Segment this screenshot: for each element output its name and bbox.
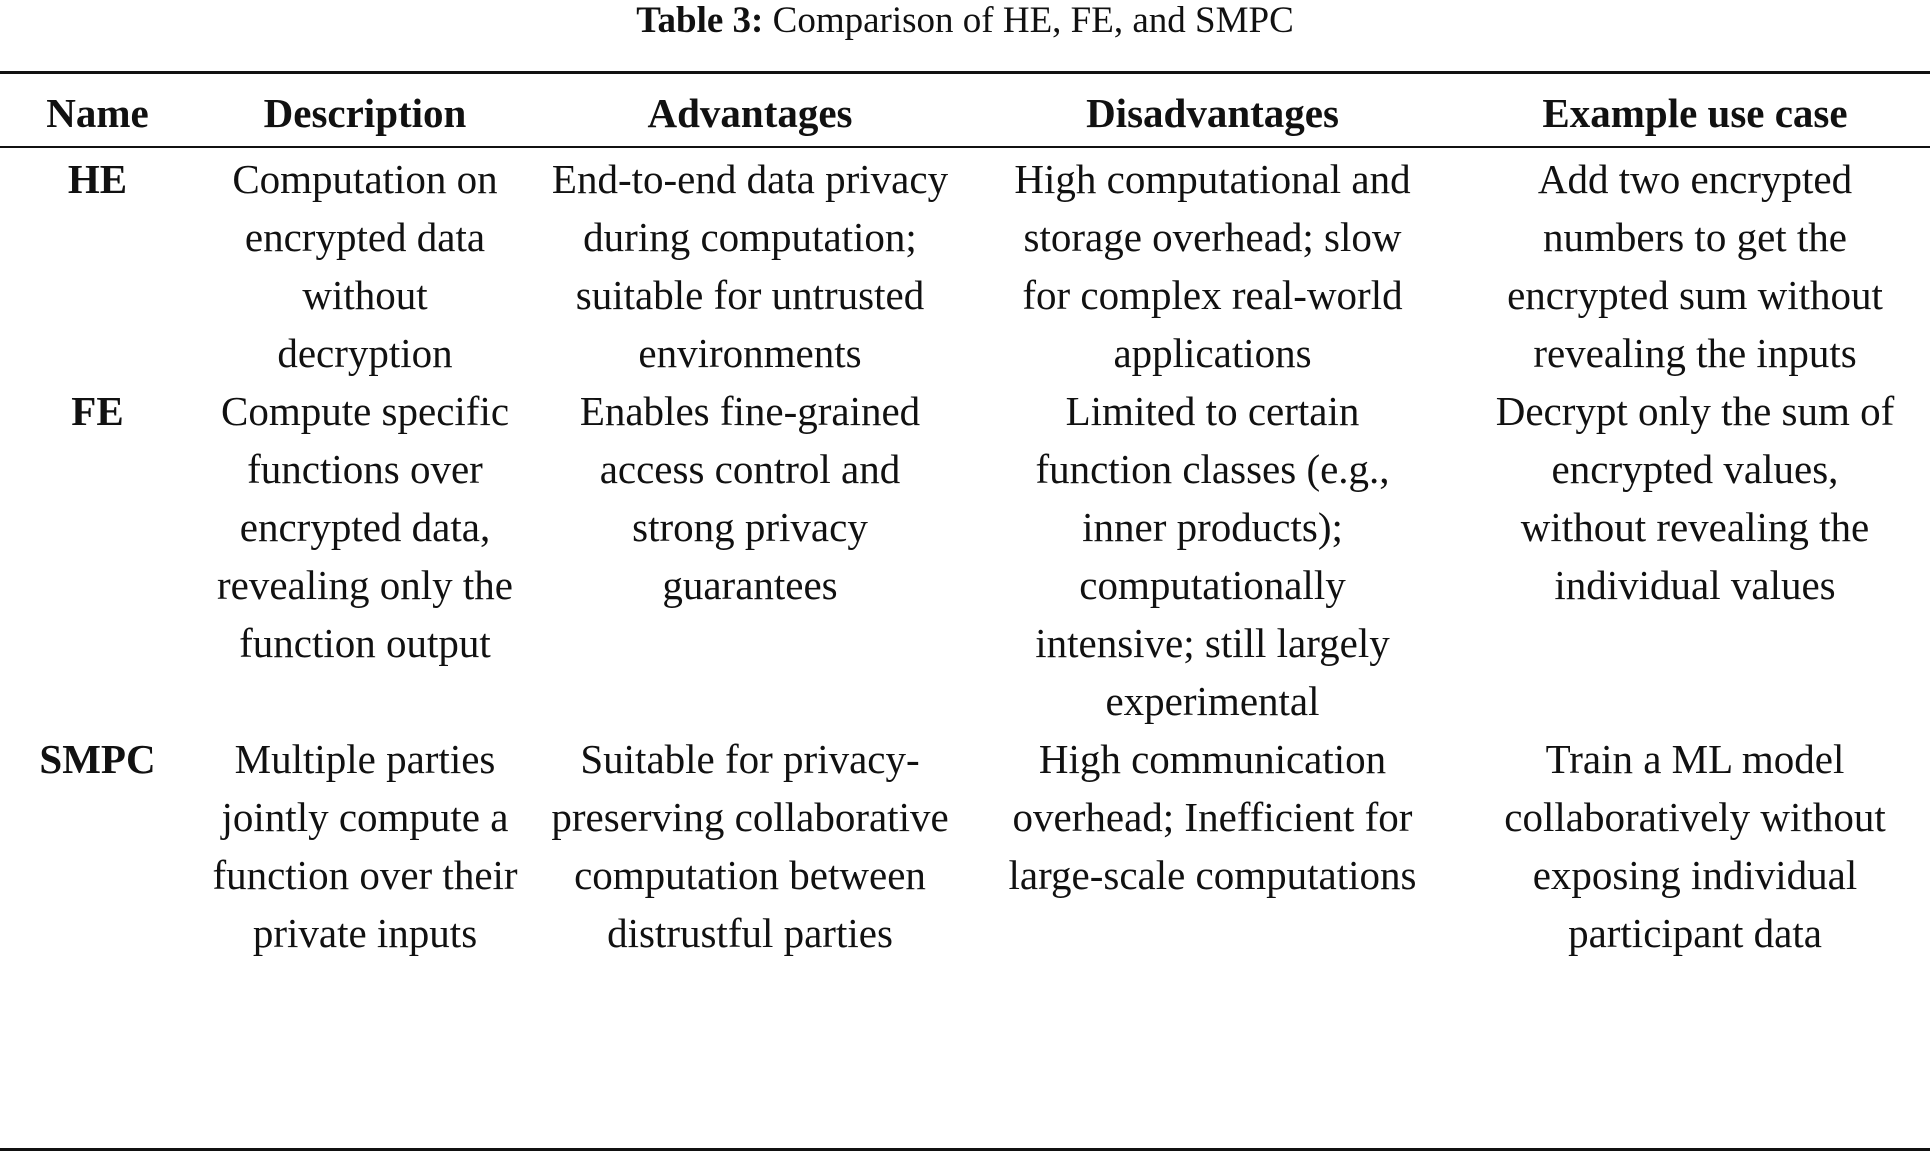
table-caption: [0, 0, 1930, 42]
header-disadvantages: Disadvantages: [1086, 90, 1339, 136]
row-disadvantages: High computational and storage overhead; slow for complex real-world applications: [1014, 156, 1411, 376]
caption-label: Table 3:: [636, 0, 764, 41]
bottom-rule: [0, 1148, 1930, 1151]
row-disadvantages: High communication overhead; Inefficient for large-scale computations: [1008, 736, 1417, 898]
row-name: FE: [71, 388, 124, 434]
row-description: Computation on encrypted data without decryption: [232, 156, 498, 376]
row-example: Train a ML model collaboratively without exposing individual participant data: [1504, 736, 1886, 956]
top-rule: [0, 71, 1930, 74]
row-name: HE: [67, 156, 128, 202]
header-row: [0, 84, 1930, 142]
row-name: SMPC: [39, 736, 156, 782]
comparison-table: [0, 84, 1930, 962]
header-example-use-case: Example use case: [1542, 90, 1848, 136]
row-advantages: End-to-end data privacy during computation; suitable for untrusted environments: [551, 156, 949, 376]
row-example: Add two encrypted numbers to get the encrypted sum without revealing the inputs: [1507, 156, 1883, 376]
table-row: [0, 150, 1930, 382]
row-description: Multiple parties jointly compute a function over their private inputs: [212, 736, 518, 956]
header-description: Description: [263, 90, 467, 136]
row-example: Decrypt only the sum of encrypted values, without revealing the individual values: [1495, 388, 1895, 608]
row-disadvantages: Limited to certain function classes (e.g., inner products); computationally intensive; still largely experimental: [1035, 388, 1390, 724]
row-description: Compute specific functions over encrypted data, revealing only the function output: [216, 388, 513, 666]
caption-text: Comparison of HE, FE, and SMPC: [772, 0, 1294, 41]
table-row: [0, 730, 1930, 962]
row-advantages: Enables fine-grained access control and strong privacy guarantees: [579, 388, 921, 608]
header-advantages: Advantages: [647, 90, 853, 136]
row-advantages: Suitable for privacy-preserving collaborative computation between distrustful parties: [551, 736, 949, 956]
table-row: [0, 382, 1930, 730]
header-name: Name: [46, 90, 149, 136]
